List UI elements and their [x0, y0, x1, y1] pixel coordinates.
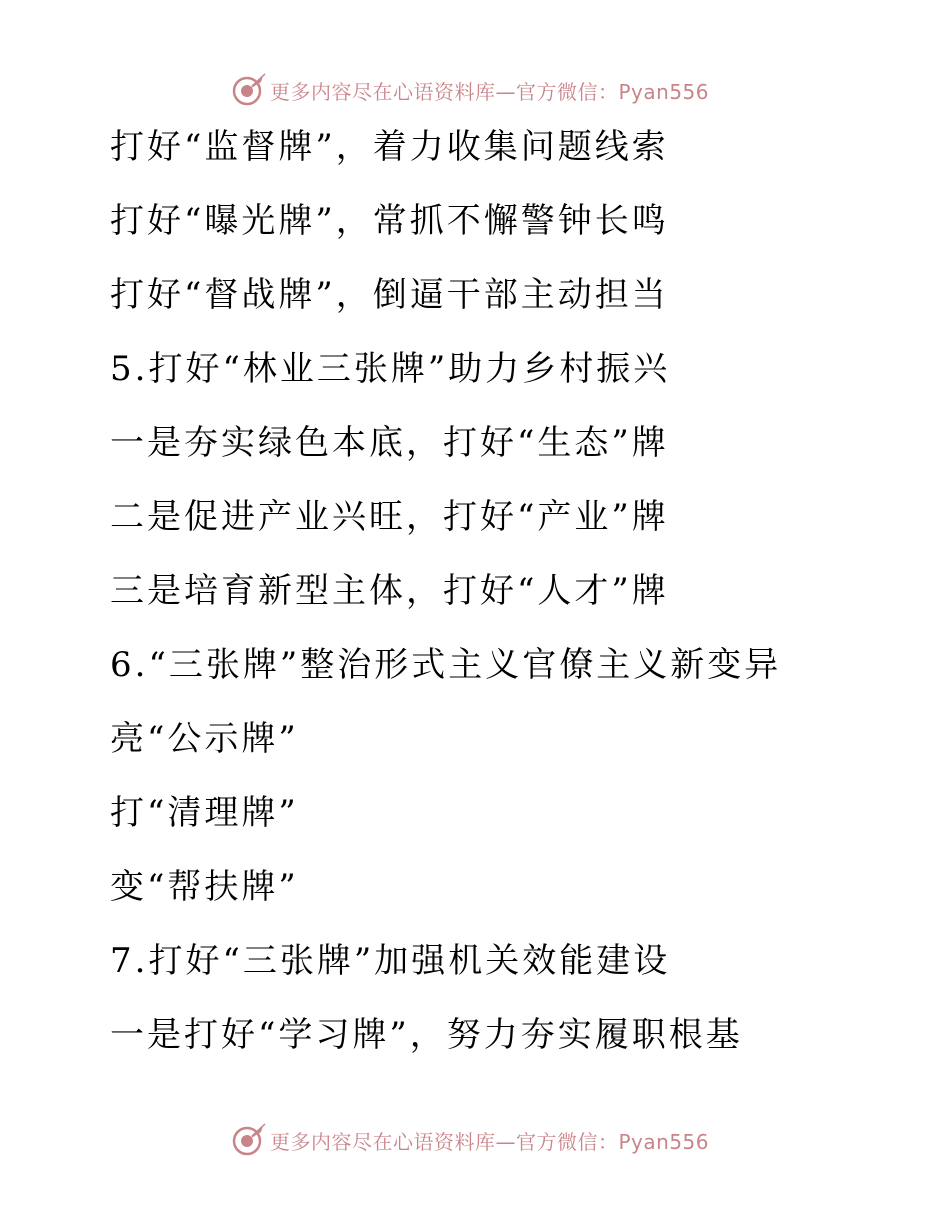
text-line: 二是促进产业兴旺，打好“产业”牌: [110, 497, 669, 537]
text-line: 一是打好“学习牌”，努力夯实履职根基: [110, 1015, 743, 1055]
header-watermark: [232, 70, 709, 110]
text-line: 三是培育新型主体，打好“人才”牌: [110, 571, 669, 611]
watermark-text: 更多内容尽在心语资料库—官方微信：Pyan556: [270, 79, 710, 104]
section-heading: 6.“三张牌”整治形式主义官僚主义新变异: [110, 645, 782, 685]
text-line: 打好“督战牌”，倒逼干部主动担当: [110, 275, 669, 315]
section-heading: 7.打好“三张牌”加强机关效能建设: [110, 941, 671, 981]
quill-seal-icon: [232, 1123, 266, 1157]
section-heading: 5.打好“林业三张牌”助力乡村振兴: [110, 349, 671, 389]
text-line: 亮“公示牌”: [110, 719, 299, 759]
watermark-text: 更多内容尽在心语资料库—官方微信：Pyan556: [270, 1129, 710, 1154]
document-body: [110, 110, 930, 1072]
text-line: 打好“曝光牌”，常抓不懈警钟长鸣: [110, 201, 669, 241]
text-line: 打好“监督牌”，着力收集问题线索: [110, 127, 669, 167]
quill-seal-icon: [232, 73, 266, 107]
footer-watermark: [232, 1120, 709, 1160]
text-line: 变“帮扶牌”: [110, 867, 299, 907]
text-line: 打“清理牌”: [110, 793, 299, 833]
text-line: 一是夯实绿色本底，打好“生态”牌: [110, 423, 669, 463]
